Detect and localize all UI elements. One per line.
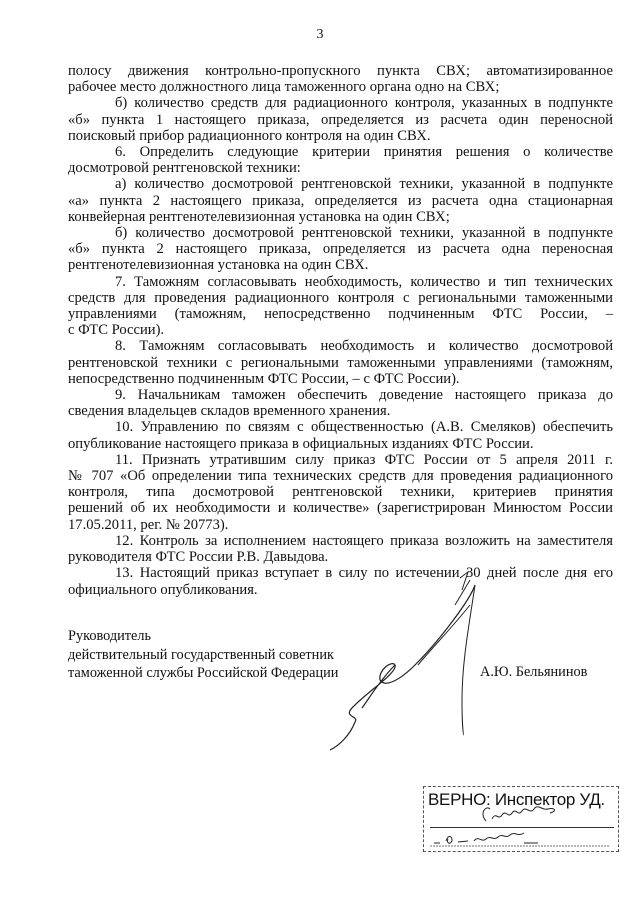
- text-line: 8. Таможням согласовывать необходимость и количество досмотровой: [115, 338, 613, 355]
- signer-title-line: таможенной службы Российской Федерации: [68, 665, 339, 681]
- paragraph: [68, 533, 613, 565]
- text-line: 11. Признать утратившим силу приказ ФТС России от 5 апреля 2011 г.: [115, 451, 613, 468]
- text-line: б) количество средств для радиационного контроля, указанных в подпункте: [115, 95, 613, 112]
- text-line: а) количество досмотровой рентгеновской техники, указанной в подпункте: [115, 176, 613, 193]
- text-line: 12. Контроль за исполнением настоящего приказа возложить на заместителя: [115, 532, 613, 549]
- text-line: 10. Управлению по связям с общественностью (А.В. Смеляков) обеспечить: [115, 419, 613, 436]
- document-body: [68, 63, 613, 598]
- paragraph: [68, 452, 613, 533]
- page-number: 3: [316, 27, 324, 42]
- signature-block: [68, 627, 338, 683]
- text-line: контроля, типа досмотровой рентгеновской техники, критериев принятия: [68, 484, 613, 501]
- text-line: опубликование настоящего приказа в официальных изданиях ФТС России.: [68, 435, 534, 452]
- text-line: непосредственно подчиненным ФТС России, – с ФТС России).: [68, 370, 460, 387]
- signer-title-line: действительный государственный советник: [68, 646, 334, 663]
- stamp-title: ВЕРНО: Инспектор УД.: [428, 790, 605, 809]
- paragraph: [68, 274, 613, 339]
- text-line: 6. Определить следующие критерии принятия решения о количестве: [115, 144, 613, 161]
- text-line: с ФТС России).: [68, 322, 165, 339]
- signer-title-line: Руководитель: [68, 628, 152, 644]
- signer-name: А.Ю. Бельянинов: [480, 664, 588, 680]
- paragraph: [68, 225, 613, 274]
- paragraph: [68, 63, 613, 95]
- text-line: конвейерная рентгенотелевизионная установка на один СВХ;: [68, 208, 450, 225]
- text-line: средств для проведения радиационного контроля с региональными таможенными: [68, 289, 613, 306]
- text-line: 7. Таможням согласовывать необходимость, количество и тип технических: [115, 273, 613, 290]
- text-line: № 707 «Об определении типа технических средств для проведения радиационного: [68, 468, 613, 485]
- text-line: рентгенотелевизионная установка на один СВХ.: [68, 257, 369, 274]
- paragraph: [68, 387, 613, 419]
- paragraph: [68, 338, 613, 387]
- paragraph: [68, 176, 613, 225]
- text-line: управлениями (таможням, непосредственно подчиненным ФТС России, –: [68, 306, 613, 323]
- text-line: «а» пункта 2 настоящего приказа, определяется из расчета одна стационарная: [68, 192, 613, 209]
- text-line: поисковый прибор радиационного контроля на один СВХ.: [68, 127, 431, 144]
- paragraph: [68, 144, 613, 176]
- text-line: «б» пункта 1 настоящего приказа, определяется из расчета один переносной: [68, 111, 613, 128]
- text-line: решений об их необходимости и количестве» (зарегистрирован Минюстом России: [68, 500, 613, 517]
- certification-stamp: [423, 786, 619, 852]
- text-line: рентгеновской техники с региональными таможенными управлениями (таможням,: [68, 354, 613, 371]
- text-line: «б» пункта 2 настоящего приказа, определяется из расчета одна переносная: [68, 241, 613, 258]
- stamp-divider: [430, 827, 614, 828]
- text-line: 13. Настоящий приказ вступает в силу по истечении 30 дней после дня его: [115, 565, 613, 582]
- paragraph: [68, 95, 613, 144]
- text-line: официального опубликования.: [68, 581, 258, 598]
- paragraph: [68, 565, 613, 597]
- paragraph: [68, 419, 613, 451]
- text-line: б) количество досмотровой рентгеновской техники, указанной в подпункте: [115, 225, 613, 242]
- text-line: полосу движения контрольно-пропускного пункта СВХ; автоматизированное: [68, 63, 613, 79]
- text-line: сведения владельцев складов временного хранения.: [68, 403, 391, 420]
- text-line: руководителя ФТС России Р.В. Давыдова.: [68, 549, 329, 566]
- text-line: досмотровой рентгеновской техники:: [68, 160, 301, 177]
- text-line: рабочее место должностного лица таможенного органа одно на СВХ;: [68, 79, 500, 96]
- text-line: 9. Начальникам таможен обеспечить доведение настоящего приказа до: [115, 387, 613, 404]
- text-line: 17.05.2011, рег. № 20773).: [68, 516, 229, 533]
